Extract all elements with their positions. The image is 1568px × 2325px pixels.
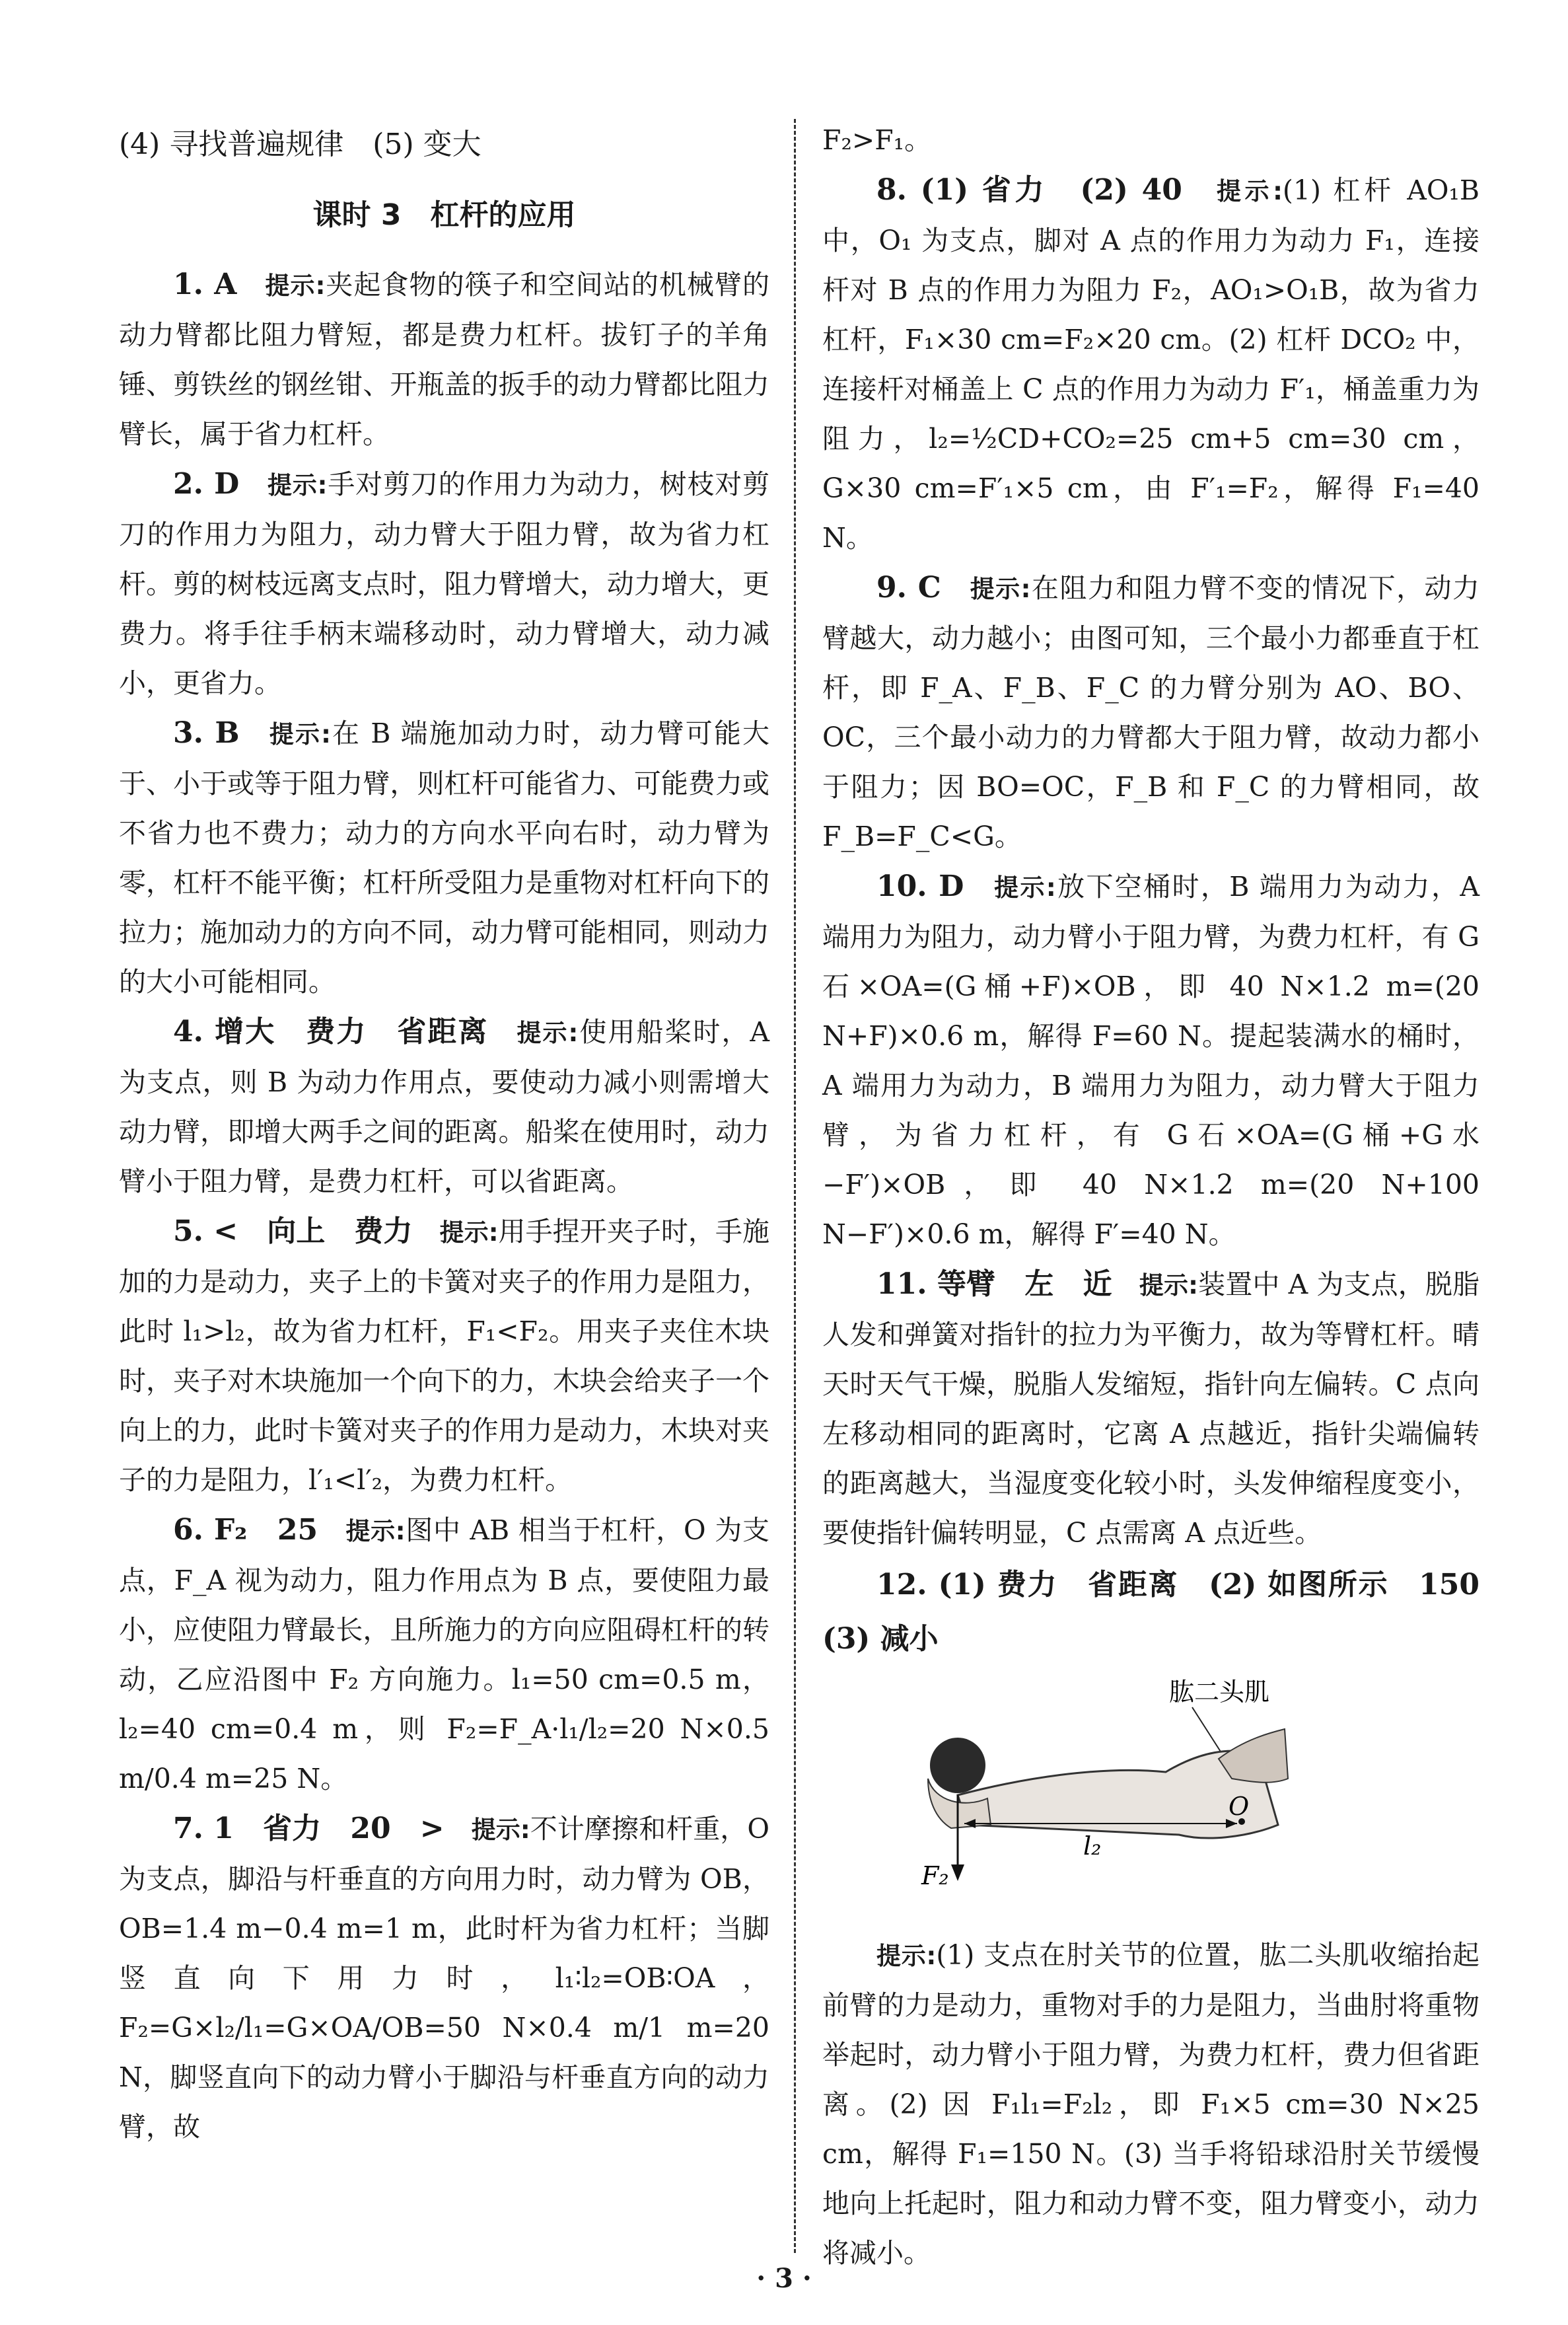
- answer-1: [119, 260, 769, 459]
- answer-9: [822, 563, 1479, 862]
- answer-11-head: 11. 等臂 左 近: [876, 1267, 1112, 1301]
- answer-3-text: 在 B 端施加动力时，动力臂可能大于、小于或等于阻力臂，则杠杆可能省力、可能费力或不省力也不费力；动力的方向水平向右时，动力臂为零，杠杆不能平衡；杠杆所受阻力是重物对杠杆向下的拉力；施加动力的方向不同，动力臂可能相同，则动力的大小可能相同。: [119, 718, 770, 998]
- answer-12-text: (1) 支点在肘关节的位置，肱二头肌收缩抬起前臂的力是动力，重物对手的力是阻力，当曲肘将重物举起时，动力臂小于阻力臂，为费力杠杆，费力但省距离。(2) 因 F₁l₁=F₂l₂，即 F₁×5 cm=30 N×25 cm，解得 F₁=150 N。(3) 当手将铅球沿肘关节缓慢地向上托起时，阻力和动力臂不变，阻力臂变小，动力将减小。: [822, 1939, 1480, 2269]
- hint-label: 提示:: [970, 575, 1031, 603]
- answer-8: [822, 165, 1479, 563]
- answer-11: [822, 1259, 1479, 1558]
- answer-2: [119, 459, 769, 708]
- hint-label: 提示:: [994, 873, 1056, 902]
- answer-8-text: (1) 杠杆 AO₁B 中，O₁ 为支点，脚对 A 点的作用力为动力 F₁，连接杆对 B 点的作用力为阻力 F₂，AO₁>O₁B，故为省力杠杆，F₁×30 cm=F₂×20 cm。(2) 杠杆 DCO₂ 中，连接杆对桶盖上 C 点的作用力为动力 F′₁，桶盖重力为阻力，l₂=½CD+CO₂=25 cm+5 cm=30 cm，G×30 cm=F′₁×5 cm，由 F′₁=F₂，解得 F₁=40 N。: [822, 174, 1480, 554]
- answer-9-text: 在阻力和阻力臂不变的情况下，动力臂越大，动力越小；由图可知，三个最小力都垂直于杠杆，即 F_A、F_B、F_C 的力臂分别为 AO、BO、OC，三个最小动力的力臂都大于阻力臂，故动力都小于阻力；因 BO=OC，F_B 和 F_C 的力臂相同，故 F_B=F_C<G。: [822, 572, 1480, 852]
- arm-lever-figure: [822, 1666, 1479, 1931]
- answer-10-text: 放下空桶时，B 端用力为动力，A 端用力为阻力，动力臂小于阻力臂，为费力杠杆，有 G石×OA=(G桶+F)×OB，即 40 N×1.2 m=(20 N+F)×0.6 m，解得 F=60 N。提起装满水的桶时，A 端用力为动力，B 端用力为阻力，动力臂大于阻力臂，为省力杠杆，有 G石×OA=(G桶+G水−F′)×OB，即 40 N×1.2 m=(20 N+100 N−F′)×0.6 m，解得 F′=40 N。: [822, 871, 1480, 1250]
- answer-6-head: 6. F₂ 25: [173, 1513, 318, 1547]
- prev-answers-line: (4) 寻找普遍规律 (5) 变大: [119, 128, 481, 161]
- answer-7-text: 不计摩擦和杆重，O 为支点，脚沿与杆垂直的方向用力时，动力臂为 OB，OB=1.4 m−0.4 m=1 m，此时杆为省力杠杆；当脚竖直向下用力时，l₁∶l₂=OB∶OA，F₂=G×l₂/l₁=G×OA/OB=50 N×0.4 m/1 m=20 N，脚竖直向下的动力臂小于脚沿与杆垂直方向的动力臂，故: [119, 1813, 769, 2143]
- answer-11-text: 装置中 A 为支点，脱脂人发和弹簧对指针的拉力为平衡力，故为等臂杠杆。晴天时天气干燥，脱脂人发缩短，指针向左偏转。C 点向左移动相同的距离时，它离 A 点越近，指针尖端偏转的距离越大，当湿度变化较小时，头发伸缩程度变小，要使指针偏转明显，C 点需离 A 点近些。: [822, 1269, 1480, 1549]
- column-divider: [794, 119, 796, 2253]
- answer-6-text: 图中 AB 相当于杠杆，O 为支点，F_A 视为动力，阻力作用点为 B 点，要使阻力最小，应使阻力臂最长，且所施力的方向应阻碍杠杆的转动，乙应沿图中 F₂ 方向施力。l₁=50 cm=0.5 m，l₂=40 cm=0.4 m，则 F₂=F_A·l₁/l₂=20 N×0.5 m/0.4 m=25 N。: [119, 1514, 769, 1794]
- answer-8-head: 8. (1) 省力 (2) 40: [876, 173, 1182, 207]
- answer-3: [119, 708, 769, 1007]
- left-column: [119, 116, 769, 2152]
- answer-3-head: 3. B: [173, 716, 240, 750]
- answer-12-head: 12. (1) 费力 省距离 (2) 如图所示 150 (3) 减小: [822, 1568, 1509, 1656]
- hint-label: 提示:: [1139, 1271, 1198, 1300]
- answer-6: [119, 1505, 769, 1804]
- force-f2-label: F₂: [921, 1861, 949, 1890]
- hint-label: 提示:: [345, 1517, 406, 1545]
- answer-7-head: 7. 1 省力 20 >: [173, 1812, 445, 1845]
- biceps-muscle: [1219, 1729, 1288, 1783]
- hint-label: 提示:: [876, 1942, 937, 1970]
- answer-10-head: 10. D: [876, 869, 964, 903]
- hint-label: 提示:: [471, 1816, 530, 1844]
- hint-label: 提示:: [517, 1019, 579, 1047]
- hint-label: 提示:: [439, 1218, 499, 1247]
- hint-label: 提示:: [269, 720, 331, 749]
- pivot-label: O: [1229, 1792, 1250, 1821]
- answer-5-head: 5. < 向上 费力: [173, 1214, 413, 1248]
- biceps-label: 肱二头肌: [1169, 1678, 1270, 1707]
- answer-4: [119, 1007, 769, 1206]
- hint-label: 提示:: [1217, 177, 1283, 205]
- page-number: · 3 ·: [756, 2263, 812, 2294]
- answer-7: [119, 1804, 769, 2152]
- force-f2-arrowhead: [951, 1864, 964, 1881]
- right-column: [822, 116, 1509, 2278]
- answer-1-text: 夹起食物的筷子和空间站的机械臂的动力臂都比阻力臂短，都是费力杠杆。拔钉子的羊角锤、剪铁丝的钢丝钳、开瓶盖的扳手的动力臂都比阻力臂长，属于省力杠杆。: [119, 269, 770, 450]
- answer-2-text: 手对剪刀的作用力为动力，树枝对剪刀的作用力为阻力，动力臂大于阻力臂，故为省力杠杆。剪的树枝远离支点时，阻力臂增大，动力增大，更费力。将手往手柄末端移动时，动力臂增大，动力减小，更省力。: [119, 468, 770, 699]
- shot-put-ball: [930, 1738, 985, 1793]
- hint-label: 提示:: [265, 272, 326, 300]
- lesson-title: 课时 3 杠杆的应用: [312, 198, 576, 232]
- answer-10: [822, 862, 1479, 1259]
- answer-5-text: 用手捏开夹子时，手施加的力是动力，夹子上的卡簧对夹子的作用力是阻力，此时 l₁>l₂，故为省力杠杆，F₁<F₂。用夹子夹住木块时，夹子对木块施加一个向下的力，木块会给夹子一个向上的力，此时卡簧对夹子的作用力是动力，木块对夹子的力是阻力，l′₁<l′₂，为费力杠杆。: [119, 1216, 770, 1496]
- answer-9-head: 9. C: [876, 571, 941, 605]
- answer-1-head: 1. A: [173, 268, 237, 301]
- arm-lever-diagram: [822, 1666, 1479, 1931]
- answer-2-head: 2. D: [173, 467, 240, 501]
- lever-arm-label: l₂: [1083, 1831, 1102, 1861]
- continued-line: F₂>F₁。: [822, 124, 932, 156]
- answer-4-text: 使用船桨时，A 为支点，则 B 为动力作用点，要使动力减小则需增大动力臂，即增大两手之间的距离。船桨在使用时，动力臂小于阻力臂，是费力杠杆，可以省距离。: [119, 1016, 770, 1197]
- answer-4-head: 4. 增大 费力 省距离: [173, 1015, 489, 1049]
- answer-12: [822, 1931, 1479, 2278]
- hint-label: 提示:: [267, 471, 328, 499]
- answer-5: [119, 1206, 769, 1505]
